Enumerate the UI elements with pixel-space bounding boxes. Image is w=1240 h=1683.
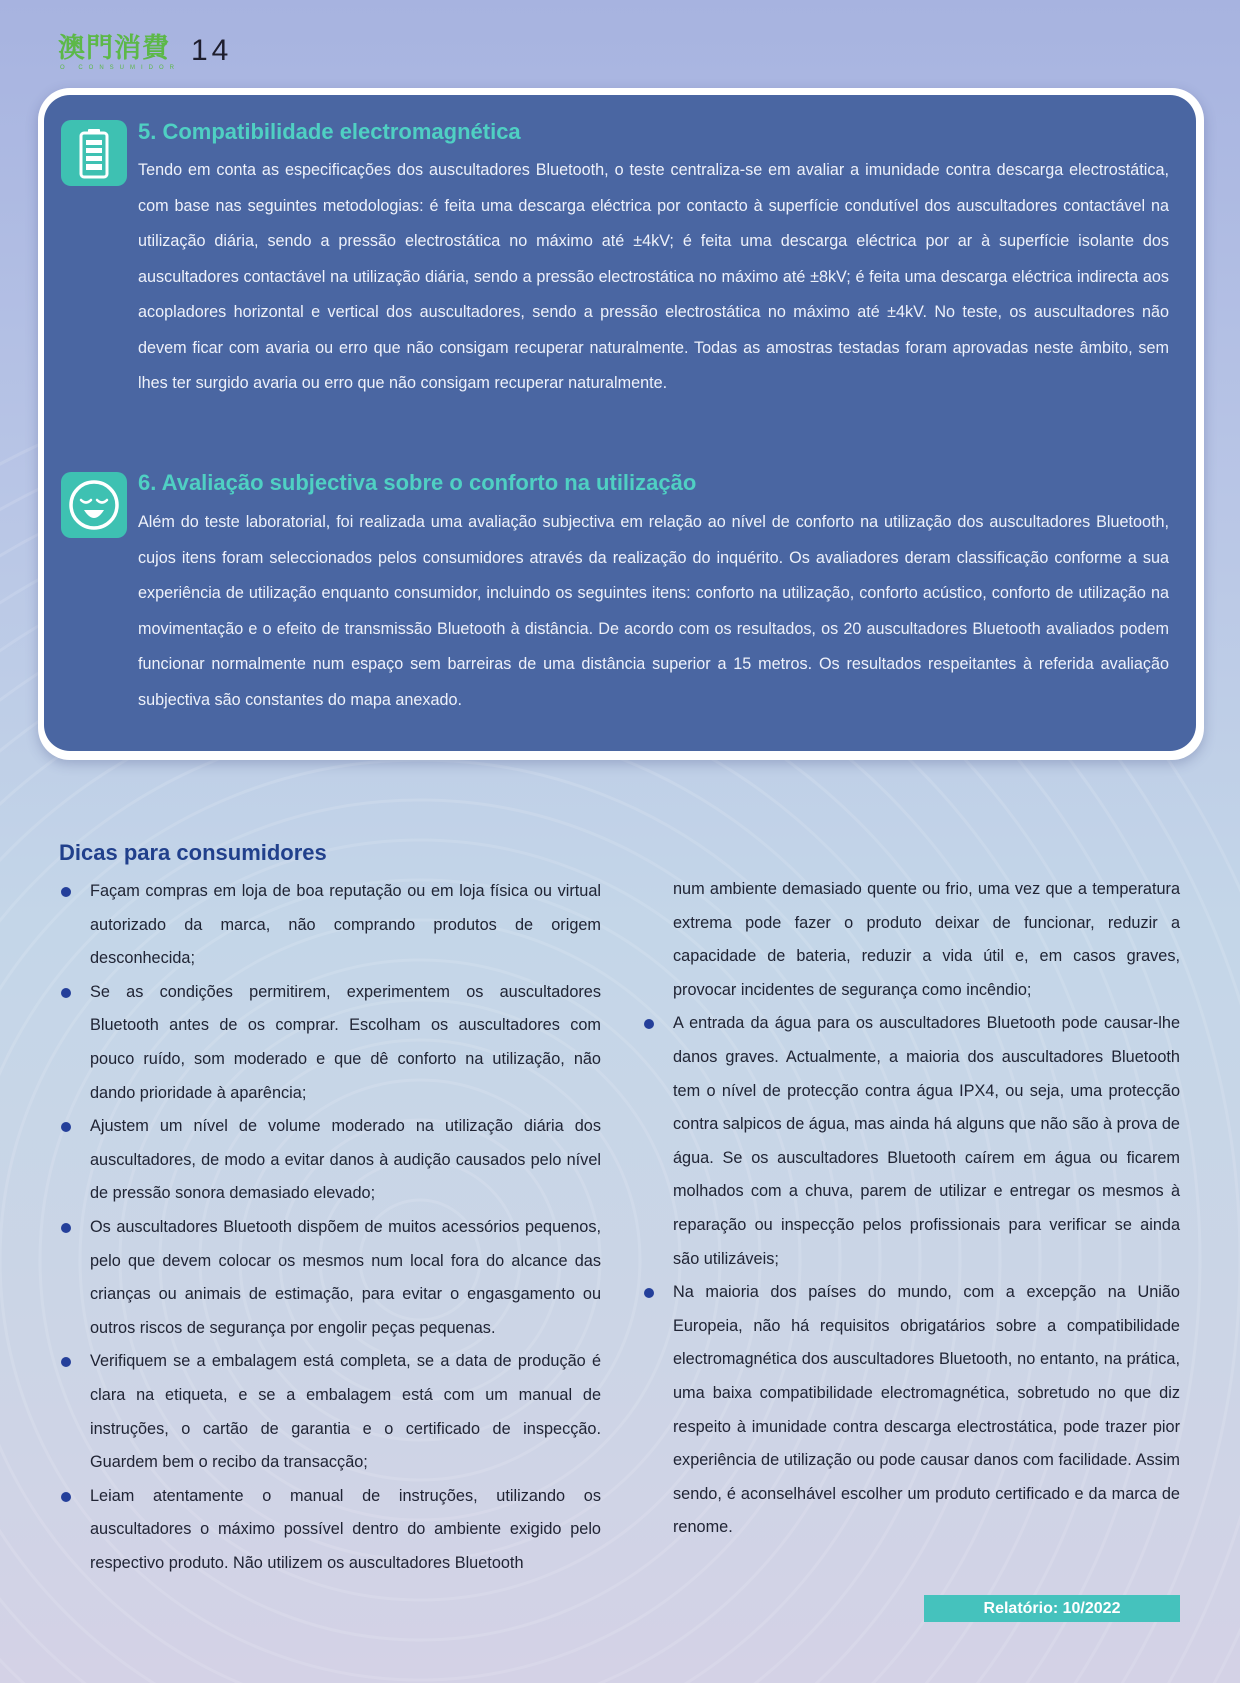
tip-item [58, 1211, 601, 1345]
tip-text: Os auscultadores Bluetooth dispõem de muitos acessórios pequenos, pelo que devem colocar os mesmos num local fora do alcance das crianças ou animais de estimação, para evitar o engasgamento ou outros riscos de segurança por engolir peças pequenas. [90, 1217, 601, 1337]
logo-subtitle: O CONSUMIDOR [60, 65, 180, 71]
tip-text: Ajustem um nível de volume moderado na utilização diária dos auscultadores, de modo a evitar danos à audição causados pelo nível de pressão sonora demasiado elevado; [90, 1117, 601, 1203]
section-text: Além do teste laboratorial, foi realizada uma avaliação subjectiva em relação ao nível de conforto na utilização dos auscultadores Bluetooth, cujos itens foram seleccionados pelos consumidores através da realização do inquérito. Os avaliadores deram classificação conforme a sua experiência de utilização enquanto consumidor, incluindo os seguintes itens: conforto na utilização, conforto acústico, conforto de utilização na movimentação e o efeito de transmissão Bluetooth à distância. De acordo com os resultados, os 20 auscultadores Bluetooth avaliados podem funcionar normalmente num espaço sem barreiras de uma distância superior a 15 metros. Os resultados respeitantes à referida avaliação subjectiva são constantes do mapa anexado. [138, 513, 1169, 709]
section-title: 5. Compatibilidade electromagnética [138, 119, 521, 144]
section-text: Tendo em conta as especificações dos auscultadores Bluetooth, o teste centraliza-se em avaliar a imunidade contra descarga electrostática, com base nas seguintes metodologias: é feita uma descarga eléctrica por contacto à superfície condutível dos auscultadores contactável na utilização diária, sendo a pressão electrostática no máximo até ±4kV; é feita uma descarga eléctrica por ar à superfície isolante dos auscultadores contactável na utilização diária, sendo a pressão electrostática no máximo até ±8kV; é feita uma descarga eléctrica indirecta aos acopladores horizontal e vertical dos auscultadores, sendo a pressão electrostática no máximo até ±4kV. No teste, os auscultadores não devem ficar com avaria ou erro que não consigam recuperar naturalmente. Todas as amostras testadas foram aprovadas neste âmbito, sem lhes ter surgido avaria ou erro que não consigam recuperar naturalmente. [138, 161, 1169, 392]
report-tag: Relatório: 10/2022 [924, 1595, 1180, 1622]
tips-list-left [58, 875, 601, 1580]
tip-text: num ambiente demasiado quente ou frio, uma vez que a temperatura extrema pode fazer o produto deixar de funcionar, reduzir a capacidade de bateria, reduzir a vida útil e, em casos graves, provocar incidentes de segurança como incêndio; [673, 880, 1180, 999]
logo-text: 澳門消費 [58, 33, 170, 64]
page-number: 14 [191, 34, 233, 67]
tip-item [641, 1276, 1180, 1545]
logo [58, 33, 180, 78]
tip-item [58, 1345, 601, 1479]
tip-text: Façam compras em loja de boa reputação ou em loja física ou virtual autorizado da marca, não comprando produtos de origem desconhecida; [90, 882, 601, 968]
tip-text: Se as condições permitirem, experimentem os auscultadores Bluetooth antes de os comprar. Escolham os auscultadores com pouco ruído, som moderado e que dê conforto na utilização, não dando prioridade à aparência; [90, 982, 601, 1102]
bullet-icon [61, 1122, 71, 1132]
tip-text: Na maioria dos países do mundo, com a excepção na União Europeia, não há requisitos obrigatários sobre a compatibilidade electromagnética dos auscultadores Bluetooth, no entanto, na prática, uma baixa compatibilidade electromagnética, sobretudo no que diz respeito à imunidade contra descarga electrostática, pode trazer pior experiência de utilização ou pode causar danos com facilidade. Assim sendo, é aconselhável escolher um produto certificado e da marca de renome. [673, 1283, 1180, 1537]
smiley-face-icon [61, 472, 127, 538]
tip-item [58, 1110, 601, 1211]
tip-text: A entrada da água para os auscultadores Bluetooth pode causar-lhe danos graves. Actualmente, a maioria dos auscultadores Bluetooth tem o nível de protecção contra água IPX4, ou seja, uma protecção contra salpicos de água, mas ainda há alguns que não são à prova de água. Se os auscultadores Bluetooth caírem em água ou ficarem molhados com a chuva, parem de utilizar e entregar os mesmos à reparação ou inspecção pelos profissionais para verificar se ainda são utilizáveis; [673, 1014, 1180, 1268]
tip-item [58, 1480, 601, 1581]
info-panel [38, 88, 1204, 760]
battery-icon [61, 120, 127, 186]
tip-item-continuation [641, 873, 1180, 1007]
tip-text: Verifiquem se a embalagem está completa, se a data de produção é clara na etiqueta, e se a embalagem está com um manual de instruções, o cartão de garantia e o certificado de inspecção. Guardem bem o recibo da transacção; [90, 1352, 601, 1472]
tip-item [58, 875, 601, 976]
bullet-icon [61, 1357, 71, 1367]
tip-item [58, 976, 601, 1110]
section-title: 6. Avaliação subjectiva sobre o conforto na utilização [138, 470, 697, 495]
bullet-icon [644, 1288, 654, 1298]
bullet-icon [61, 1492, 71, 1502]
tip-item [641, 1007, 1180, 1276]
tip-text: Leiam atentamente o manual de instruções, utilizando os auscultadores o máximo possível dentro do ambiente exigido pelo respectivo produto. Não utilizem os auscultadores Bluetooth [90, 1486, 601, 1572]
bullet-icon [61, 887, 71, 897]
tips-list-right [641, 873, 1180, 1545]
bullet-icon [61, 1223, 71, 1233]
info-panel-body [44, 95, 1196, 751]
bullet-icon [644, 1019, 654, 1029]
bullet-icon [61, 988, 71, 998]
tips-title: Dicas para consumidores [59, 840, 327, 865]
